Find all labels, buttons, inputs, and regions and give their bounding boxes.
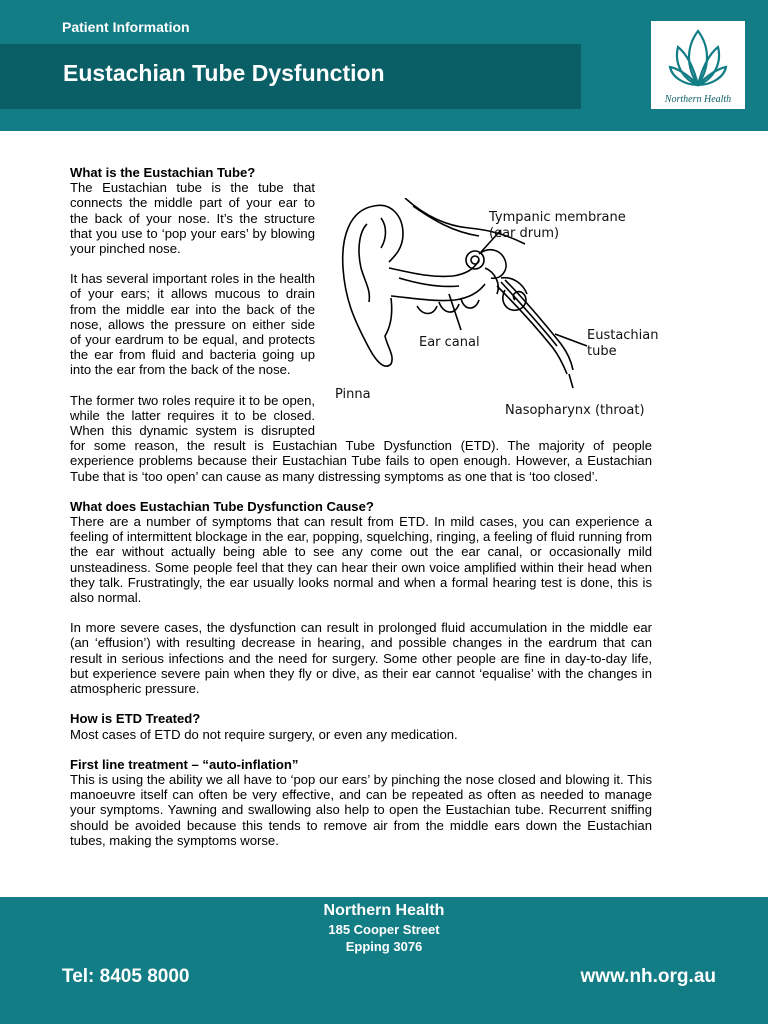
- heading-cause: What does Eustachian Tube Dysfunction Cause?: [70, 498, 374, 514]
- paragraph-treated-1: Most cases of ETD do not require surgery, or even any medication.: [70, 726, 458, 742]
- paragraph-what-is-2: It has several important roles in the health of your ears; it allows mucous to drain from the middle ear into the back of the nose, allows the pressure on either side of your eardrum to be equal, and protects the ear from fluid and bacteria going up into the ear from the back of the nose.: [70, 271, 315, 378]
- footer-org-name: Northern Health: [323, 902, 445, 919]
- ear-anatomy-diagram: [329, 180, 664, 420]
- paragraph-what-is-1: The Eustachian tube is the tube that connects the middle part of your ear to the back of your nose. It’s the structure that you use to ‘pop your ears’ by blowing your pinched nose.: [70, 180, 315, 257]
- northern-health-logo: [651, 21, 745, 109]
- footer-telephone: Tel: 8405 8000: [62, 966, 190, 987]
- paragraph-what-is-3: The former two roles require it to be open, while the latter requires it to be closed. When this dynamic system is disrupted for some reason, the result is Eustachian Tube Dysfunction (ETD). The majority of people experience problems because their Eustachian Tube fails to open enough. However, a Eustachian Tube that is ‘too open’ can cause as many distressing symptoms as one that is ‘too closed’.: [70, 392, 652, 484]
- page-title: Eustachian Tube Dysfunction: [63, 60, 385, 86]
- label-nasopharynx: Nasopharynx (throat): [505, 403, 645, 419]
- label-pinna: Pinna: [335, 387, 371, 403]
- paragraph-cause-2: In more severe cases, the dysfunction can result in prolonged fluid accumulation in the middle ear (an ‘effusion’) with resulting decrease in hearing, and possible changes in the eardrum that can result in serious infections and the need for surgery. Some other people are fine in day-to-day life, but experience severe pain when they fly or dive, as their ear cannot ‘equalise’ with the changes in atmospheric pressure.: [70, 620, 652, 697]
- paragraph-first-line-1: This is using the ability we all have to ‘pop our ears’ by pinching the nose closed and blowing it. This manoeuvre itself can often be very effective, and can be repeated as often as needed to manage your symptoms. Yawning and swallowing also help to open the Eustachian tube. Recurrent sniffing should be avoided because this tends to remove air from the middle ears down the Eustachian tubes, making the symptoms worse.: [70, 771, 652, 848]
- footer-website-link[interactable]: www.nh.org.au: [580, 966, 716, 987]
- heading-first-line: First line treatment – “auto-inflation”: [70, 756, 299, 772]
- lotus-icon: [668, 27, 728, 91]
- page-footer: [0, 897, 768, 1024]
- paragraph-cause-1: There are a number of symptoms that can result from ETD. In mild cases, you can experience a feeling of intermittent blockage in the ear, popping, squelching, ringing, a feeling of fluid running from the ear without actually being able to see any come out the ear canal, or occasionally mild unsteadiness. Some people feel that they can hear their own voice amplified within their head when they talk. Frustratingly, the ear usually looks normal and when a formal hearing test is done, this is also normal.: [70, 514, 652, 606]
- label-tube: tube: [587, 344, 617, 360]
- label-eustachian: Eustachian: [587, 328, 659, 344]
- heading-treated: How is ETD Treated?: [70, 711, 201, 727]
- logo-text: Northern Health: [664, 94, 732, 105]
- page-header: [0, 0, 768, 131]
- footer-suburb: Epping 3076: [345, 939, 423, 954]
- label-ear-canal: Ear canal: [419, 335, 480, 351]
- article-body: [70, 165, 659, 848]
- label-ear-drum: (ear drum): [489, 226, 560, 242]
- heading-what-is: What is the Eustachian Tube?: [70, 165, 256, 180]
- label-tympanic-membrane: Tympanic membrane: [489, 210, 626, 226]
- title-band: [0, 44, 581, 109]
- header-label: Patient Information: [62, 19, 190, 35]
- footer-street: 185 Cooper Street: [328, 922, 440, 937]
